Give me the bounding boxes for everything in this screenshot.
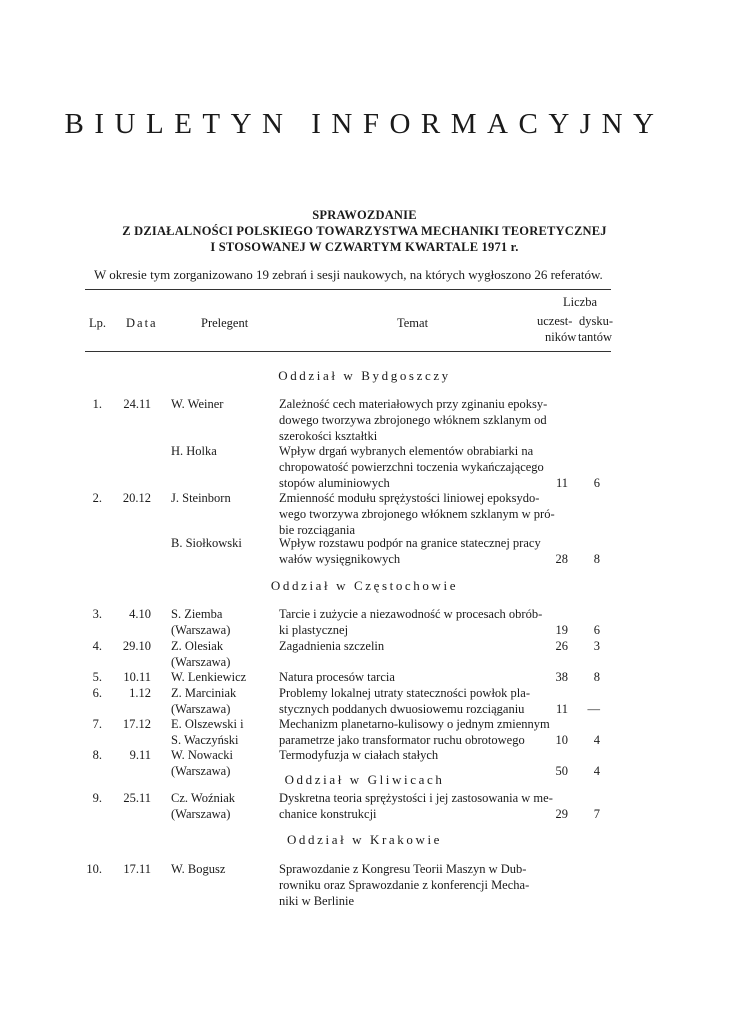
row-number: 10. (86, 862, 102, 876)
topic-line: wego tworzywa zbrojonego włóknem szklanym w pró- (279, 507, 555, 521)
report-heading: SPRAWOZDANIE (312, 208, 417, 222)
row-speaker (171, 396, 223, 412)
header-count: Liczba (563, 295, 598, 309)
row-topic (279, 716, 550, 748)
topic-line: stycznych poddanych dwuosiowemu rozciąganiu (279, 702, 525, 716)
department-heading: Oddział w Gliwicach (284, 772, 445, 787)
topic-line: wałów wysięgnikowych (279, 552, 401, 566)
row-topic (279, 790, 553, 822)
row-discussants: 4 (593, 764, 600, 778)
row-discussants: 6 (593, 476, 600, 490)
row-discussants: 7 (593, 807, 600, 821)
speaker-line: S. Waczyński (171, 733, 239, 747)
header-lp: Lp. (89, 316, 107, 330)
department-heading: Oddział w Częstochowie (270, 578, 459, 593)
topic-line: Dyskretna teoria sprężystości i jej zastosowania w me- (279, 791, 553, 805)
speaker-line: Z. Olesiak (171, 639, 224, 653)
speaker-line: (Warszawa) (171, 655, 231, 669)
row-number: 9. (92, 791, 102, 805)
topic-line: Termodyfuzja w ciałach stałych (279, 748, 439, 762)
row-speaker (171, 685, 236, 717)
topic-line: chropowatość powierzchni toczenia wykańczającego (279, 460, 544, 474)
row-speaker (171, 669, 246, 685)
row-participants: 11 (555, 702, 568, 716)
row-number: 5. (92, 670, 102, 684)
row-speaker (171, 606, 230, 638)
header-date: Data (126, 316, 158, 330)
speaker-line: J. Steinborn (171, 491, 231, 505)
row-date: 9.11 (129, 748, 151, 762)
row-topic (279, 669, 395, 685)
speaker-line: (Warszawa) (171, 764, 231, 778)
row-number: 7. (92, 717, 102, 731)
report-subheading-1: Z DZIAŁALNOŚCI POLSKIEGO TOWARZYSTWA MECHANIKI TEORETYCZNEJ (122, 224, 607, 238)
speaker-line: W. Lenkiewicz (171, 670, 247, 684)
speaker-line: W. Nowacki (171, 748, 234, 762)
topic-line: chanice konstrukcji (279, 807, 377, 821)
speaker-line: (Warszawa) (171, 623, 231, 637)
topic-line: Mechanizm planetarno-kulisowy o jednym zmiennym (279, 717, 550, 731)
intro-paragraph: W okresie tym zorganizowano 19 zebrań i sesji naukowych, na których wygłoszono 26 referatów. (94, 267, 603, 282)
row-topic (279, 747, 438, 763)
row-number: 3. (92, 607, 102, 621)
row-topic (279, 443, 544, 491)
bulletin-title: BIULETYN INFORMACYJNY (64, 108, 665, 140)
row-speaker (171, 716, 244, 748)
row-number: 6. (92, 686, 102, 700)
topic-line: parametrze jako transformator ruchu obrotowego (279, 733, 525, 747)
row-speaker (171, 535, 242, 551)
row-number: 8. (92, 748, 102, 762)
row-topic (279, 490, 555, 538)
speaker-line: H. Holka (171, 444, 217, 458)
row-topic (279, 606, 542, 638)
speaker-line: Cz. Woźniak (171, 791, 236, 805)
topic-line: Problemy lokalnej utraty stateczności powłok pla- (279, 686, 530, 700)
row-discussants: 8 (593, 552, 600, 566)
row-participants: 26 (555, 639, 568, 653)
topic-line: Zależność cech materiałowych przy zginaniu epoksy- (279, 397, 548, 411)
topic-line: stopów aluminiowych (279, 476, 390, 490)
row-number: 2. (92, 491, 102, 505)
row-topic (279, 638, 384, 654)
speaker-line: Z. Marciniak (171, 686, 237, 700)
row-discussants: 6 (593, 623, 600, 637)
topic-line: Wpływ rozstawu podpór na granice statecznej pracy (279, 536, 541, 550)
row-participants: 11 (555, 476, 568, 490)
row-date: 1.12 (129, 686, 151, 700)
row-topic (279, 535, 541, 567)
header-discussants-2: tantów (578, 330, 613, 344)
speaker-line: W. Bogusz (171, 862, 226, 876)
header-discussants-1: dysku- (579, 314, 614, 328)
row-participants: 28 (555, 552, 568, 566)
department-heading: Oddział w Bydgoszczy (278, 368, 451, 383)
topic-line: szerokości kształtki (279, 429, 378, 443)
row-speaker (171, 638, 230, 670)
row-topic (279, 685, 530, 717)
topic-line: Wpływ drgań wybranych elementów obrabiarki na (279, 444, 534, 458)
row-speaker (171, 443, 217, 459)
row-date: 25.11 (123, 791, 151, 805)
row-date: 29.10 (122, 639, 151, 653)
topic-line: Zmienność modułu sprężystości liniowej epoksydo- (279, 491, 540, 505)
topic-line: niki w Berlinie (279, 894, 354, 908)
department-heading: Oddział w Krakowie (286, 832, 443, 847)
row-date: 10.11 (123, 670, 151, 684)
row-participants: 10 (555, 733, 568, 747)
row-speaker (171, 790, 235, 822)
table-top-rule (85, 289, 611, 290)
header-topic: Temat (397, 316, 429, 330)
topic-line: bie rozciągania (279, 523, 355, 537)
row-date: 24.11 (123, 397, 151, 411)
report-subheading-2: I STOSOWANEJ W CZWARTYM KWARTALE 1971 r. (210, 240, 519, 254)
topic-line: Natura procesów tarcia (279, 670, 395, 684)
row-date: 4.10 (129, 607, 151, 621)
row-number: 4. (92, 639, 102, 653)
row-topic (279, 861, 529, 909)
topic-line: Tarcie i zużycie a niezawodność w procesach obrób- (279, 607, 543, 621)
table-header-rule (85, 351, 611, 352)
topic-line: rowniku oraz Sprawozdanie z konferencji Mecha- (279, 878, 530, 892)
row-topic (279, 396, 547, 444)
topic-line: dowego tworzywa zbrojonego włóknem szklanym od (279, 413, 547, 427)
speaker-line: E. Olszewski i (171, 717, 244, 731)
row-speaker (171, 861, 225, 877)
row-number: 1. (92, 397, 102, 411)
row-participants: 19 (555, 623, 568, 637)
topic-line: Zagadnienia szczelin (279, 639, 385, 653)
speaker-line: W. Weiner (171, 397, 224, 411)
row-speaker (171, 747, 233, 779)
topic-line: ki plastycznej (279, 623, 349, 637)
speaker-line: (Warszawa) (171, 702, 231, 716)
header-participants-2: ników (545, 330, 577, 344)
row-speaker (171, 490, 231, 506)
row-participants: 50 (555, 764, 568, 778)
header-speaker: Prelegent (201, 316, 249, 330)
topic-line: Sprawozdanie z Kongresu Teorii Maszyn w Dub- (279, 862, 527, 876)
row-date: 17.11 (123, 862, 151, 876)
row-discussants: 4 (593, 733, 600, 747)
row-discussants: 8 (593, 670, 600, 684)
row-participants: 38 (555, 670, 568, 684)
row-discussants: 3 (593, 639, 600, 653)
row-participants: 29 (555, 807, 568, 821)
header-participants-1: uczest- (537, 314, 573, 328)
speaker-line: (Warszawa) (171, 807, 231, 821)
row-date: 17.12 (122, 717, 151, 731)
speaker-line: B. Siołkowski (171, 536, 242, 550)
speaker-line: S. Ziemba (171, 607, 223, 621)
row-date: 20.12 (122, 491, 151, 505)
row-discussants: — (587, 702, 600, 716)
